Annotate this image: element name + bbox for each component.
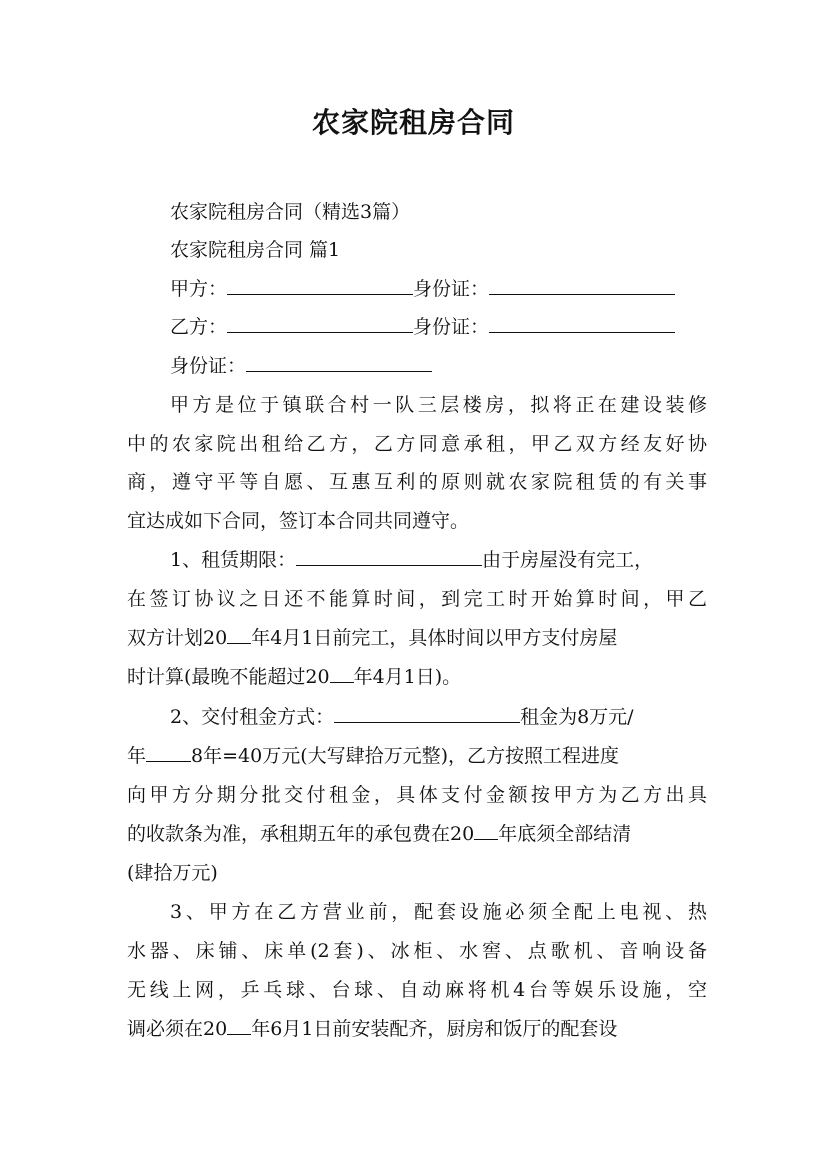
party-a-label: 甲方： bbox=[170, 278, 228, 300]
clause1-year-blank[interactable] bbox=[227, 623, 251, 644]
clause2-line2-b: 8年=40万元(大写肆拾万元整)，乙方按照工程进度 bbox=[191, 745, 620, 767]
clause2-line-3: 向甲方分期分批交付租金，具体支付金额按甲方为乙方出具 bbox=[127, 784, 707, 806]
clause2-line2-a: 年 bbox=[127, 745, 147, 767]
clause2-year-blank[interactable] bbox=[474, 819, 498, 840]
clause3-line-4 bbox=[127, 1014, 707, 1044]
intro-line-4: 宜达成如下合同，签订本合同共同遵守。 bbox=[127, 510, 470, 532]
clause2-years-blank[interactable] bbox=[146, 741, 191, 762]
clause2-line-2 bbox=[127, 741, 707, 771]
id-label: 身份证： bbox=[413, 278, 490, 300]
clause3-line4-b: 年6月1日前安装配齐，厨房和饭厅的配套设 bbox=[251, 1018, 618, 1040]
party-a-id-blank[interactable] bbox=[489, 274, 675, 295]
clause1-line4-a: 时计算(最晚不能超过20 bbox=[127, 666, 330, 688]
party-b-row bbox=[170, 312, 707, 342]
intro-line-1: 甲方是位于镇联合村一队三层楼房，拟将正在建设装修 bbox=[170, 394, 707, 416]
clause1-line-1 bbox=[170, 545, 707, 575]
clause2-line-4 bbox=[127, 819, 707, 849]
party-b-id-blank[interactable] bbox=[489, 312, 675, 333]
clause1-lead: 1、租赁期限： bbox=[170, 549, 297, 571]
clause2-line4-b: 年底须全部结清 bbox=[498, 823, 632, 845]
clause2-line-1 bbox=[170, 702, 707, 732]
clause3-line-2: 水器、床铺、床单(2套)、冰柜、水窖、点歌机、音响设备 bbox=[127, 940, 707, 962]
clause2-lead: 2、交付租金方式： bbox=[170, 706, 335, 728]
clause1-line3-a: 双方计划20 bbox=[127, 627, 228, 649]
intro-line-3: 商，遵守平等自愿、互惠互利的原则就农家院租赁的有关事 bbox=[127, 471, 707, 493]
intro-line-2: 中的农家院出租给乙方，乙方同意承租，甲乙双方经友好协 bbox=[127, 433, 707, 455]
id-only-blank[interactable] bbox=[246, 351, 432, 372]
clause2-blank[interactable] bbox=[334, 702, 520, 723]
clause1-line-2: 在签订协议之日还不能算时间，到完工时开始算时间，甲乙 bbox=[127, 588, 707, 610]
id-label: 身份证： bbox=[413, 316, 490, 338]
clause3-line-3: 无线上网，乒乓球、台球、自动麻将机4台等娱乐设施，空 bbox=[127, 979, 707, 1001]
clause2-line-5: (肆拾万元) bbox=[127, 862, 218, 884]
id-only-label: 身份证： bbox=[170, 355, 247, 377]
clause2-after-blank: 租金为8万元/ bbox=[520, 706, 634, 728]
party-b-blank[interactable] bbox=[227, 312, 413, 333]
clause1-line-3 bbox=[127, 623, 707, 653]
clause2-line4-a: 的收款条为准，承租期五年的承包费在20 bbox=[127, 823, 475, 845]
party-a-row bbox=[170, 274, 707, 304]
clause3-year-blank[interactable] bbox=[227, 1014, 251, 1035]
clause3-line-1: 3、甲方在乙方营业前，配套设施必须全配上电视、热 bbox=[170, 901, 707, 923]
clause1-line-4 bbox=[127, 662, 707, 692]
party-a-blank[interactable] bbox=[227, 274, 413, 295]
document-subtitle: 农家院租房合同（精选3篇） bbox=[170, 201, 411, 223]
clause1-line4-b: 年4月1日)。 bbox=[353, 666, 462, 688]
party-b-label: 乙方： bbox=[170, 316, 228, 338]
clause3-line4-a: 调必须在20 bbox=[127, 1018, 228, 1040]
document-title: 农家院租房合同 bbox=[311, 106, 515, 139]
clause1-line3-b: 年4月1日前完工，具体时间以甲方支付房屋 bbox=[251, 627, 618, 649]
clause1-after-blank: 由于房屋没有完工， bbox=[482, 549, 654, 571]
clause1-year-blank-2[interactable] bbox=[330, 662, 354, 683]
clause1-blank[interactable] bbox=[296, 545, 482, 566]
id-row bbox=[170, 351, 707, 381]
section-heading: 农家院租房合同 篇1 bbox=[170, 239, 341, 261]
